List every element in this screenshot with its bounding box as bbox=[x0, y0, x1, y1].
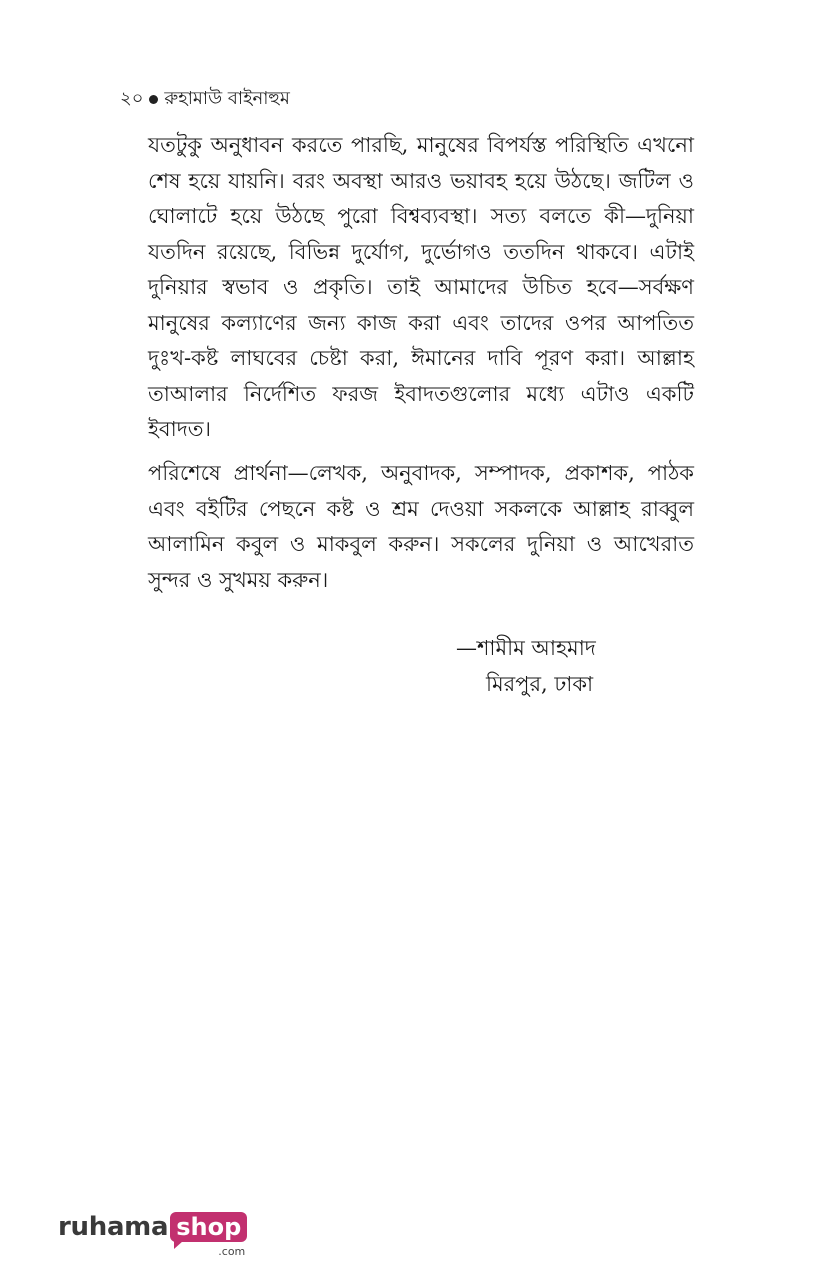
signature-name: —শামীম আহমাদ bbox=[456, 636, 596, 660]
ruhamashop-logo bbox=[58, 1212, 247, 1258]
signature-block bbox=[456, 630, 596, 702]
signature-place: মিরপুর, ঢাকা bbox=[486, 672, 594, 696]
running-title: রুহামাউ বাইনাহুম bbox=[164, 88, 290, 109]
logo-shop-group bbox=[170, 1212, 247, 1258]
body-paragraph-1: যতটুকু অনুধাবন করতে পারছি, মানুষের বিপর্যস্ত পরিস্থিতি এখনো শেষ হয়ে যায়নি। বরং অবস্থা আরও ভয়াবহ হয়ে উঠছে। জটিল ও ঘোলাটে হয়ে উঠছে পুরো বিশ্বব্যবস্থা। সত্য বলতে কী—দুনিয়া যতদিন রয়েছে, বিভিন্ন দুর্যোগ, দুর্ভোগও ততদিন থাকবে। এটাই দুনিয়ার স্বভাব ও প্রকৃতি। তাই আমাদের উচিত হবে—সর্বক্ষণ মানুষের কল্যাণের জন্য কাজ করা এবং তাদের ওপর আপতিত দুঃখ-কষ্ট লাঘবের চেষ্টা করা, ঈমানের দাবি পূরণ করা। আল্লাহ তাআলার নির্দেশিত ফরজ ইবাদতগুলোর মধ্যে এটাও একটি ইবাদত। bbox=[148, 133, 694, 441]
logo-shop-bubble: shop bbox=[170, 1212, 247, 1242]
bullet-dot-icon bbox=[149, 95, 158, 104]
page-header bbox=[120, 84, 290, 115]
logo-text-ruhama: ruhama bbox=[58, 1212, 169, 1242]
logo-domain: .com bbox=[218, 1245, 246, 1258]
page-number: ২০ bbox=[120, 88, 144, 109]
body-paragraph-2: পরিশেষে প্রার্থনা—লেখক, অনুবাদক, সম্পাদক, প্রকাশক, পাঠক এবং বইটির পেছনে কষ্ট ও শ্রম দেওয়া সকলকে আল্লাহ রাব্বুল আলামিন কবুল ও মাকবুল করুন। সকলের দুনিয়া ও আখেরাত সুন্দর ও সুখময় করুন। bbox=[148, 461, 694, 592]
